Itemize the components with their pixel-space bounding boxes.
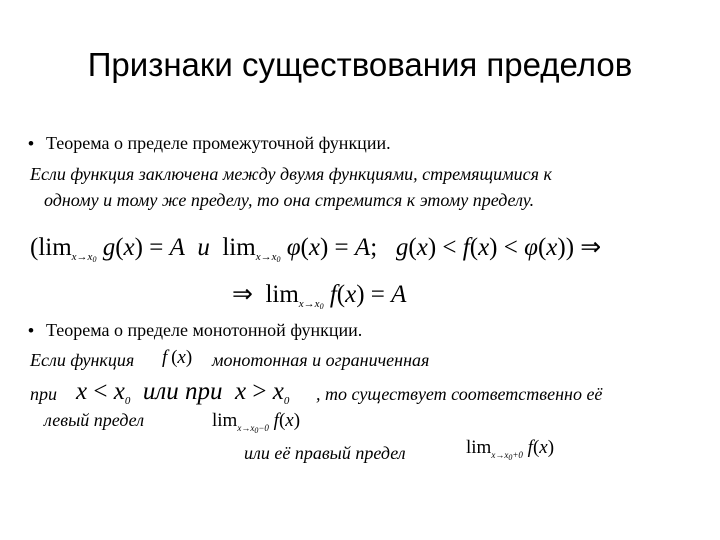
theorem-2-line-1a: Если функция <box>30 350 135 370</box>
theorem-1-line-1: Если функция заключена между двумя функциями, стремящимися к <box>30 164 552 184</box>
bullet-theorem-2 <box>28 320 362 341</box>
formula-fx: f (x) <box>162 347 193 368</box>
theorem-2-heading: Теорема о пределе монотонной функции. <box>45 320 363 340</box>
theorem-2-line-2a: при <box>30 384 57 404</box>
theorem-2-line-2b: , то существует соответственно её <box>316 384 603 404</box>
theorem-2-line-4: или её правый предел <box>244 443 406 463</box>
theorem-1-heading: Теорема о пределе промежуточной функции. <box>45 133 391 153</box>
formula-x-conditions: $x < x_0$ или при $x > x_0$ <box>76 378 290 407</box>
formula-squeeze-result: ⇒ $\lim_{x\to x_0} f(x) = A$ <box>232 281 407 311</box>
theorem-1-line-2: одному и тому же пределу, то она стремится к этому пределу. <box>44 190 535 210</box>
theorem-2-line-3: левый предел <box>44 410 145 430</box>
page-title: Признаки существования пределов <box>87 46 633 83</box>
bullet-icon: • <box>28 321 34 340</box>
formula-squeeze-theorem: ($\lim_{x\to x_0}$ g(x) = A и $\lim_{x\to x_0} \varphi(x) = A$; g(x) < f(x) < φ(x)) ⇒ <box>30 234 602 264</box>
formula-left-limit: $\lim_{x\to x_0-0} f(x)$ <box>212 410 301 435</box>
theorem-2-line-1b: монотонная и ограниченная <box>212 350 430 370</box>
formula-right-limit: $\lim_{x\to x_0+0} f(x)$ <box>466 437 555 462</box>
bullet-icon: • <box>28 134 34 153</box>
bullet-theorem-1 <box>28 133 391 154</box>
